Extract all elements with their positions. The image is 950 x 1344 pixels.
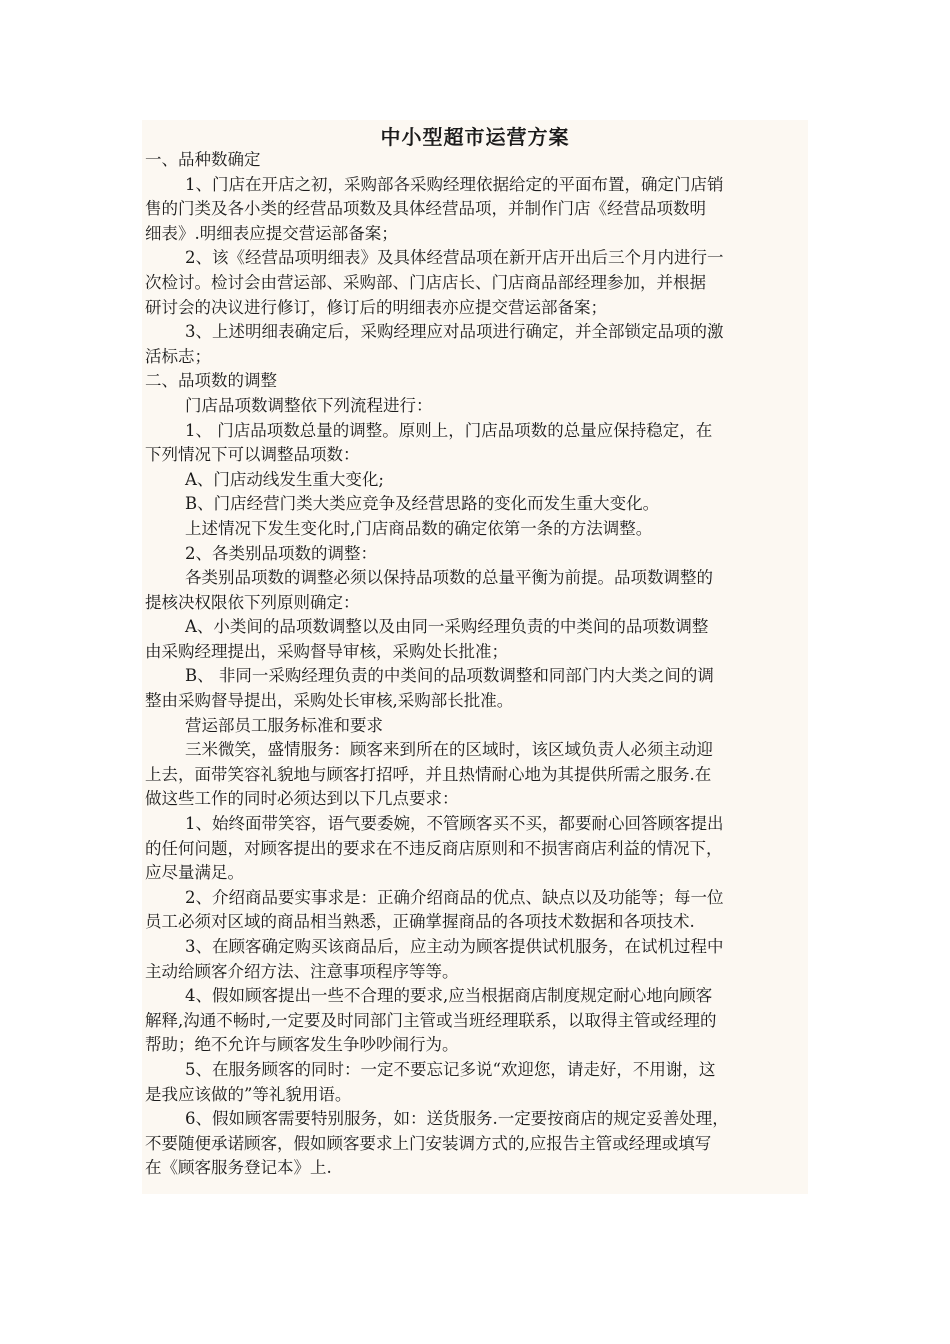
text-line: 各类别品项数的调整必须以保持品项数的总量平衡为前提。品项数调整的 [185, 568, 713, 588]
text-line: 4、假如顾客提出一些不合理的要求,应当根据商店制度规定耐心地向顾客 [185, 986, 713, 1006]
text-line: 由采购经理提出，采购督导审核，采购处长批准； [145, 641, 508, 661]
text-line: 上述情况下发生变化时,门店商品数的确定依第一条的方法调整。 [185, 518, 653, 538]
text-line: 研讨会的决议进行修订，修订后的明细表亦应提交营运部备案； [145, 297, 607, 317]
text-line: 活标志； [145, 346, 211, 366]
text-line: 2、介绍商品要实事求是：正确介绍商品的优点、缺点以及功能等；每一位 [185, 887, 724, 907]
text-line: 三米微笑，盛情服务：顾客来到所在的区域时，该区域负责人必须主动迎 [185, 740, 713, 760]
text-line: B、门店经营门类大类应竞争及经营思路的变化而发生重大变化。 [185, 494, 660, 514]
text-line: 1、始终面带笑容，语气要委婉，不管顾客买不买，都要耐心回答顾客提出 [185, 814, 724, 834]
text-line: 3、在顾客确定购买该商品后，应主动为顾客提供试机服务，在试机过程中 [185, 937, 724, 956]
text-line: 主动给顾客介绍方法、注意事项程序等等。 [145, 961, 459, 981]
text-line: 在《顾客服务登记本》上. [145, 1158, 332, 1178]
text-line: 5、在服务顾客的同时：一定不要忘记多说“欢迎您，请走好，不用谢，这 [185, 1059, 716, 1079]
text-line: 是我应该做的”等礼貌用语。 [145, 1084, 352, 1104]
text-line: B、 非同一采购经理负责的中类间的品项数调整和同部门内大类之间的调 [185, 666, 714, 686]
text-line: 门店品项数调整依下列流程进行： [185, 395, 433, 415]
text-line: 6、假如顾客需要特别服务，如：送货服务.一定要按商店的规定妥善处理， [185, 1109, 729, 1129]
text-line: A、门店动线发生重大变化; [185, 469, 384, 489]
text-line: 二、品项数的调整 [145, 371, 277, 391]
text-line: 整由采购督导提出，采购处长审核,采购部长批准。 [145, 691, 514, 711]
text-line: 2、各类别品项数的调整： [185, 543, 377, 563]
text-line: 解释,沟通不畅时,一定要及时同部门主管或当班经理联系，以取得主管或经理的 [145, 1010, 717, 1030]
document-body [145, 148, 807, 1181]
text-line: 上去，面带笑容礼貌地与顾客打招呼，并且热情耐心地为其提供所需之服务.在 [145, 764, 712, 784]
text-line: 下列情况下可以调整品项数： [145, 445, 360, 465]
text-line: 应尽量满足。 [145, 863, 244, 883]
text-line: A、小类间的品项数调整以及由同一采购经理负责的中类间的品项数调整 [185, 617, 709, 637]
text-line: 1、门店在开店之初，采购部各采购经理依据给定的平面布置，确定门店销 [185, 174, 724, 194]
text-line: 细表》.明细表应提交营运部备案； [145, 223, 398, 243]
text-line: 营运部员工服务标准和要求 [185, 715, 383, 735]
document-title: 中小型超市运营方案 [380, 125, 570, 149]
text-line: 次检讨。检讨会由营运部、采购部、门店店长、门店商品部经理参加，并根据 [145, 272, 706, 292]
text-line: 2、该《经营品项明细表》及具体经营品项在新开店开出后三个月内进行一 [185, 248, 724, 268]
text-line: 做这些工作的同时必须达到以下几点要求： [145, 789, 459, 809]
text-line: 帮助；绝不允许与顾客发生争吵吵闹行为。 [145, 1035, 459, 1055]
text-line: 售的门类及各小类的经营品项数及具体经营品项，并制作门店《经营品项数明 [145, 199, 706, 219]
text-line: 的任何问题，对顾客提出的要求在不违反商店原则和不损害商店利益的情况下， [145, 838, 723, 858]
text-line: 员工必须对区域的商品相当熟悉，正确掌握商品的各项技术数据和各项技术. [145, 912, 695, 932]
text-line: 1、 门店品项数总量的调整。原则上，门店品项数的总量应保持稳定，在 [185, 420, 713, 440]
text-line: 3、上述明细表确定后，采购经理应对品项进行确定，并全部锁定品项的激 [185, 322, 724, 342]
text-line: 提核决权限依下列原则确定： [145, 592, 360, 612]
text-line: 一、品种数确定 [145, 150, 261, 169]
text-line: 不要随便承诺顾客，假如顾客要求上门安装调方式的,应报告主管或经理或填写 [145, 1133, 712, 1153]
